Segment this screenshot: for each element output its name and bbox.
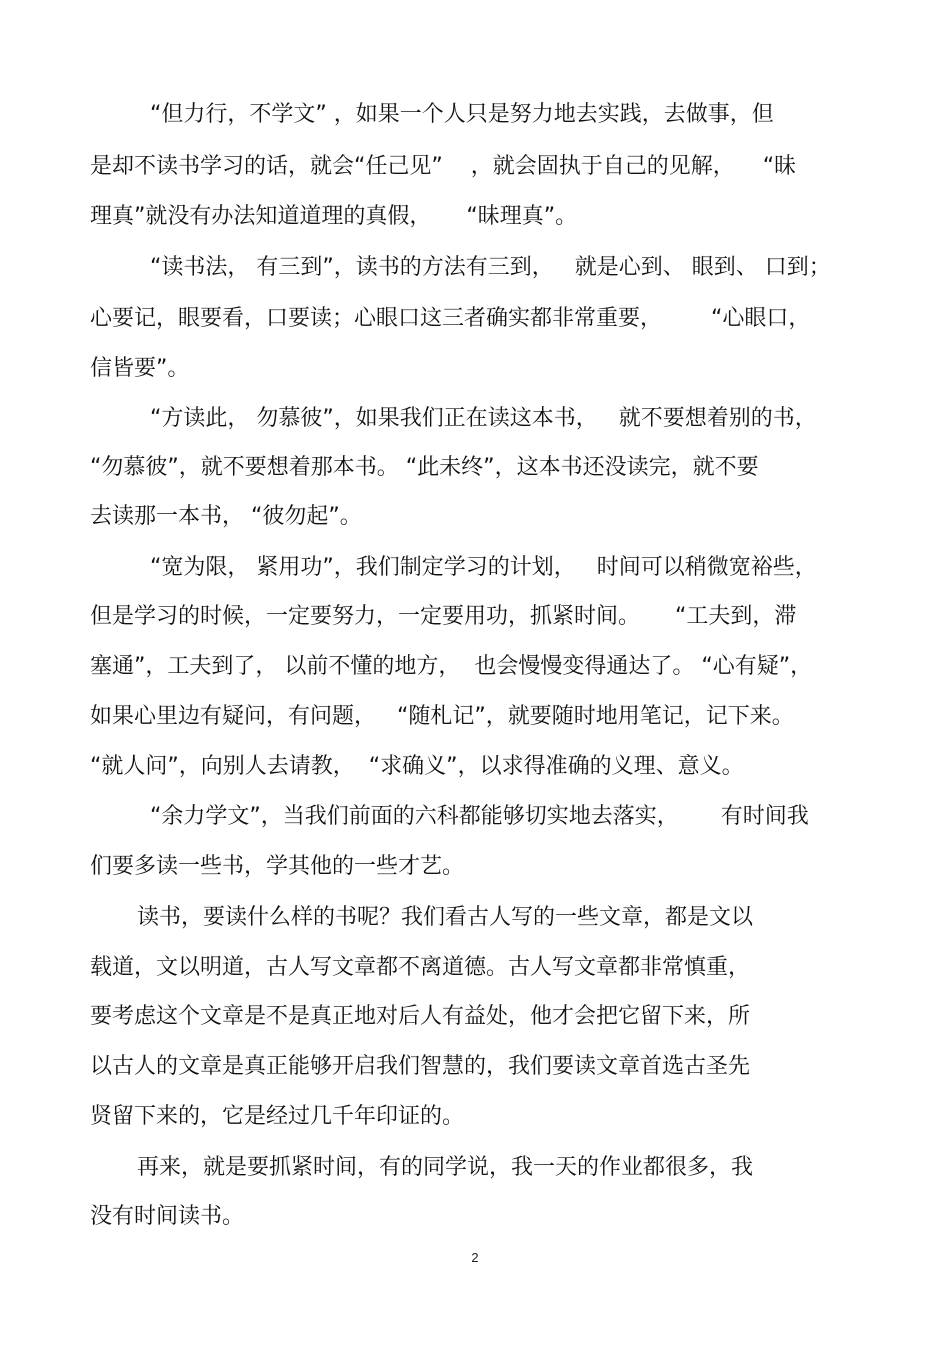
text-line: 是却不读书学习的话，就会“任己见” ，就会固执于自己的见解， “昧 bbox=[90, 154, 797, 179]
text-line: 再来，就是要抓紧时间，有的同学说，我一天的作业都很多，我 bbox=[137, 1155, 754, 1180]
text-line: 载道，文以明道，古人写文章都不离道德。古人写文章都非常慎重， bbox=[90, 955, 751, 980]
text-line: “但力行，不学文” ，如果一个人只是努力地去实践，去做事，但 bbox=[150, 102, 774, 127]
text-line: “就人问”，向别人去请教， “求确义”，以求得准确的义理、意义。 bbox=[90, 754, 744, 779]
text-line: 要考虑这个文章是不是真正地对后人有益处，他才会把它留下来，所 bbox=[90, 1004, 751, 1029]
text-line: 理真”就没有办法知道道理的真假， “昧理真”。 bbox=[90, 204, 578, 229]
text-line: “勿慕彼”，就不要想着那本书。 “此未终”，这本书还没读完，就不要 bbox=[90, 455, 759, 480]
text-line: “余力学文”，当我们前面的六科都能够切实地去落实， 有时间我 bbox=[150, 804, 809, 829]
text-line: 们要多读一些书，学其他的一些才艺。 bbox=[90, 854, 465, 879]
text-line: 信皆要”。 bbox=[90, 356, 190, 381]
text-line: 以古人的文章是真正能够开启我们智慧的，我们要读文章首选古圣先 bbox=[90, 1054, 751, 1079]
text-line: 读书，要读什么样的书呢？我们看古人写的一些文章，都是文以 bbox=[137, 905, 754, 930]
text-line: “宽为限， 紧用功”，我们制定学习的计划， 时间可以稍微宽裕些， bbox=[150, 555, 817, 580]
text-line: 如果心里边有疑问，有问题， “随札记”，就要随时地用笔记，记下来。 bbox=[90, 704, 794, 729]
text-line: 心要记，眼要看，口要读；心眼口这三者确实都非常重要， “心眼口， bbox=[90, 306, 811, 331]
text-line: 贤留下来的，它是经过几千年印证的。 bbox=[90, 1104, 465, 1129]
text-line: 没有时间读书。 bbox=[90, 1204, 245, 1229]
page-number: 2 bbox=[471, 1250, 479, 1265]
text-line: 塞通”，工夫到了， 以前不懂的地方， 也会慢慢变得通达了。 “心有疑”， bbox=[90, 654, 813, 679]
text-line: “读书法， 有三到”，读书的方法有三到， 就是心到、 眼到、 口到； bbox=[150, 255, 831, 280]
text-line: 但是学习的时候，一定要努力，一定要用功，抓紧时间。 “工夫到，滞 bbox=[90, 604, 797, 629]
text-line: “方读此， 勿慕彼”，如果我们正在读这本书， 就不要想着别的书， bbox=[150, 406, 817, 431]
text-line: 去读那一本书， “彼勿起”。 bbox=[90, 504, 362, 529]
